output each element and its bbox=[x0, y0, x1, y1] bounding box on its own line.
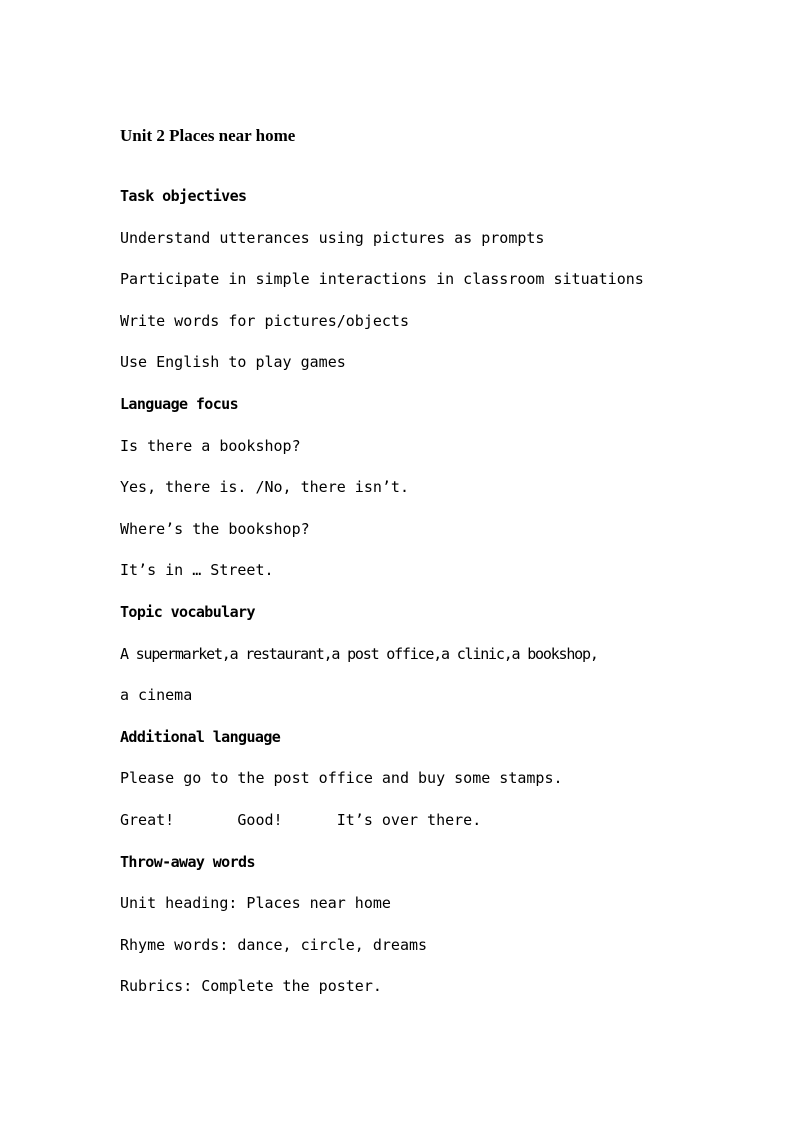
task-objective-item: Use English to play games bbox=[120, 353, 346, 372]
language-focus-item: It’s in … Street. bbox=[120, 561, 274, 580]
section-heading-task-objectives: Task objectives bbox=[120, 187, 247, 205]
unit-title: Unit 2 Places near home bbox=[120, 126, 296, 145]
task-objective-item: Write words for pictures/objects bbox=[120, 311, 409, 330]
task-objective-item: Understand utterances using pictures as prompts bbox=[120, 228, 545, 247]
language-focus-item: Yes, there is. /No, there isn’t. bbox=[120, 478, 409, 497]
section-heading-language-focus: Language focus bbox=[120, 394, 239, 413]
section-heading-additional-language: Additional language bbox=[120, 727, 281, 746]
section-heading-throw-away-words: Throw-away words bbox=[120, 852, 255, 871]
document-body bbox=[120, 185, 740, 1017]
throw-away-word-item: Unit heading: Places near home bbox=[120, 894, 391, 913]
topic-vocabulary-item: A supermarket,a restaurant,a post office,a clinic,a bookshop, bbox=[120, 644, 598, 663]
throw-away-word-item: Rubrics: Complete the poster. bbox=[120, 977, 382, 996]
language-focus-item: Where’s the bookshop? bbox=[120, 519, 310, 538]
throw-away-word-item: Rhyme words: dance, circle, dreams bbox=[120, 935, 428, 954]
task-objective-item: Participate in simple interactions in classroom situations bbox=[120, 270, 644, 289]
topic-vocabulary-item: a cinema bbox=[120, 686, 193, 705]
section-heading-topic-vocabulary: Topic vocabulary bbox=[120, 602, 255, 621]
additional-language-item: Please go to the post office and buy some stamps. bbox=[120, 769, 563, 788]
language-focus-item: Is there a bookshop? bbox=[120, 436, 301, 455]
additional-language-item: Great! Good! It’s over there. bbox=[120, 810, 482, 829]
